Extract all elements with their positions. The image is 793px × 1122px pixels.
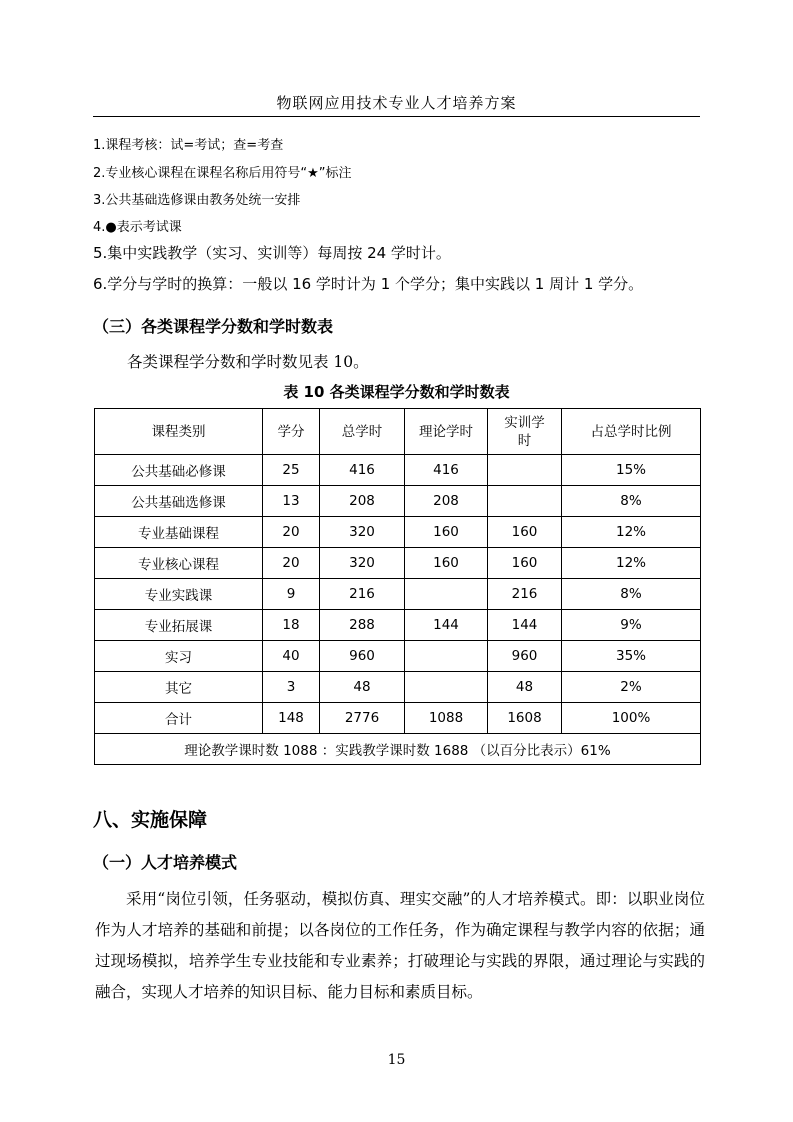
section-title: 八、实施保障 xyxy=(93,809,208,831)
table-cell: 208 xyxy=(320,486,405,517)
note-item: 4.●表示考试课 xyxy=(93,220,182,235)
table-cell: 25 xyxy=(263,455,320,486)
table-cell: 13 xyxy=(263,486,320,517)
body-paragraph: 采用“岗位引领，任务驱动，模拟仿真、理实交融”的人才培养模式。即：以职业岗位作为人才培养的基础和前提；以各岗位的工作任务，作为确定课程与教学内容的依据；通过现场模拟，培养学生专业技能和专业素养；打破理论与实践的界限，通过理论与实践的融合，实现人才培养的知识目标、能力目标和素质目标。 xyxy=(95,890,705,1001)
table-cell: 1088 xyxy=(405,703,488,734)
table-cell: 144 xyxy=(488,610,562,641)
table-cell: 416 xyxy=(405,455,488,486)
table-caption: 表 10 各类课程学分数和学时数表 xyxy=(283,383,510,401)
table-cell: 8% xyxy=(562,579,701,610)
page-header: 物联网应用技术专业人才培养方案 xyxy=(93,92,700,117)
table-cell: 144 xyxy=(405,610,488,641)
table-cell: 148 xyxy=(263,703,320,734)
table-cell: 960 xyxy=(488,641,562,672)
table-cell: 15% xyxy=(562,455,701,486)
table-cell xyxy=(488,455,562,486)
table-header-row xyxy=(95,409,701,455)
column-header: 课程类别 xyxy=(95,409,263,455)
table-cell: 3 xyxy=(263,672,320,703)
table-row xyxy=(95,641,701,672)
column-header: 学分 xyxy=(263,409,320,455)
table-footer-row xyxy=(95,734,701,765)
table-cell: 35% xyxy=(562,641,701,672)
table-footer: 理论教学课时数 1088 ：实践教学课时数 1688 （以百分比表示）61% xyxy=(95,734,701,765)
page-number: 15 xyxy=(387,1052,406,1068)
table-cell: 专业基础课程 xyxy=(95,517,263,548)
table-cell: 18 xyxy=(263,610,320,641)
table-cell: 288 xyxy=(320,610,405,641)
table-cell: 8% xyxy=(562,486,701,517)
table-cell: 48 xyxy=(488,672,562,703)
table-cell xyxy=(488,486,562,517)
subsection-title: （三）各类课程学分数和学时数表 xyxy=(93,317,334,336)
table-cell xyxy=(405,672,488,703)
table-cell: 320 xyxy=(320,548,405,579)
table-cell: 20 xyxy=(263,548,320,579)
table-cell: 2% xyxy=(562,672,701,703)
table-cell: 416 xyxy=(320,455,405,486)
table-cell: 100% xyxy=(562,703,701,734)
table-cell: 48 xyxy=(320,672,405,703)
column-header: 总学时 xyxy=(320,409,405,455)
table-cell: 12% xyxy=(562,517,701,548)
note-item: 2.专业核心课程在课程名称后用符号“★”标注 xyxy=(93,166,352,181)
table-row xyxy=(95,486,701,517)
note-item: 5.集中实践教学（实习、实训等）每周按 24 学时计。 xyxy=(93,244,451,262)
table-row xyxy=(95,455,701,486)
table-cell: 216 xyxy=(320,579,405,610)
table-cell: 专业实践课 xyxy=(95,579,263,610)
table-cell: 12% xyxy=(562,548,701,579)
note-item: 6.学分与学时的换算：一般以 16 学时计为 1 个学分；集中实践以 1 周计 1 学分。 xyxy=(93,275,644,293)
table-cell: 160 xyxy=(488,548,562,579)
intro-text: 各类课程学分数和学时数见表 10。 xyxy=(127,353,369,371)
table-cell: 9% xyxy=(562,610,701,641)
table-cell: 216 xyxy=(488,579,562,610)
table-row xyxy=(95,517,701,548)
note-item: 3.公共基础选修课由教务处统一安排 xyxy=(93,193,301,208)
table-cell: 40 xyxy=(263,641,320,672)
table-cell: 9 xyxy=(263,579,320,610)
table-cell xyxy=(405,641,488,672)
table-row xyxy=(95,672,701,703)
column-header: 理论学时 xyxy=(405,409,488,455)
table-cell: 公共基础选修课 xyxy=(95,486,263,517)
column-header: 占总学时比例 xyxy=(562,409,701,455)
table-cell: 160 xyxy=(488,517,562,548)
table-cell: 实习 xyxy=(95,641,263,672)
table-row xyxy=(95,610,701,641)
table-cell: 20 xyxy=(263,517,320,548)
table-cell: 其它 xyxy=(95,672,263,703)
table-cell: 320 xyxy=(320,517,405,548)
table-cell: 960 xyxy=(320,641,405,672)
note-item: 1.课程考核：试=考试；查=考查 xyxy=(93,138,284,153)
table-row xyxy=(95,579,701,610)
table-cell: 专业核心课程 xyxy=(95,548,263,579)
table-cell: 160 xyxy=(405,548,488,579)
table-cell: 2776 xyxy=(320,703,405,734)
table-cell: 1608 xyxy=(488,703,562,734)
subsection-title: （一）人才培养模式 xyxy=(93,853,238,872)
table-cell xyxy=(405,579,488,610)
table-row xyxy=(95,703,701,734)
table-cell: 合计 xyxy=(95,703,263,734)
table-cell: 专业拓展课 xyxy=(95,610,263,641)
table-cell: 公共基础必修课 xyxy=(95,455,263,486)
column-header: 实训学时 xyxy=(488,409,562,455)
table-cell: 208 xyxy=(405,486,488,517)
table-row xyxy=(95,548,701,579)
table-cell: 160 xyxy=(405,517,488,548)
credits-hours-table xyxy=(94,408,701,765)
